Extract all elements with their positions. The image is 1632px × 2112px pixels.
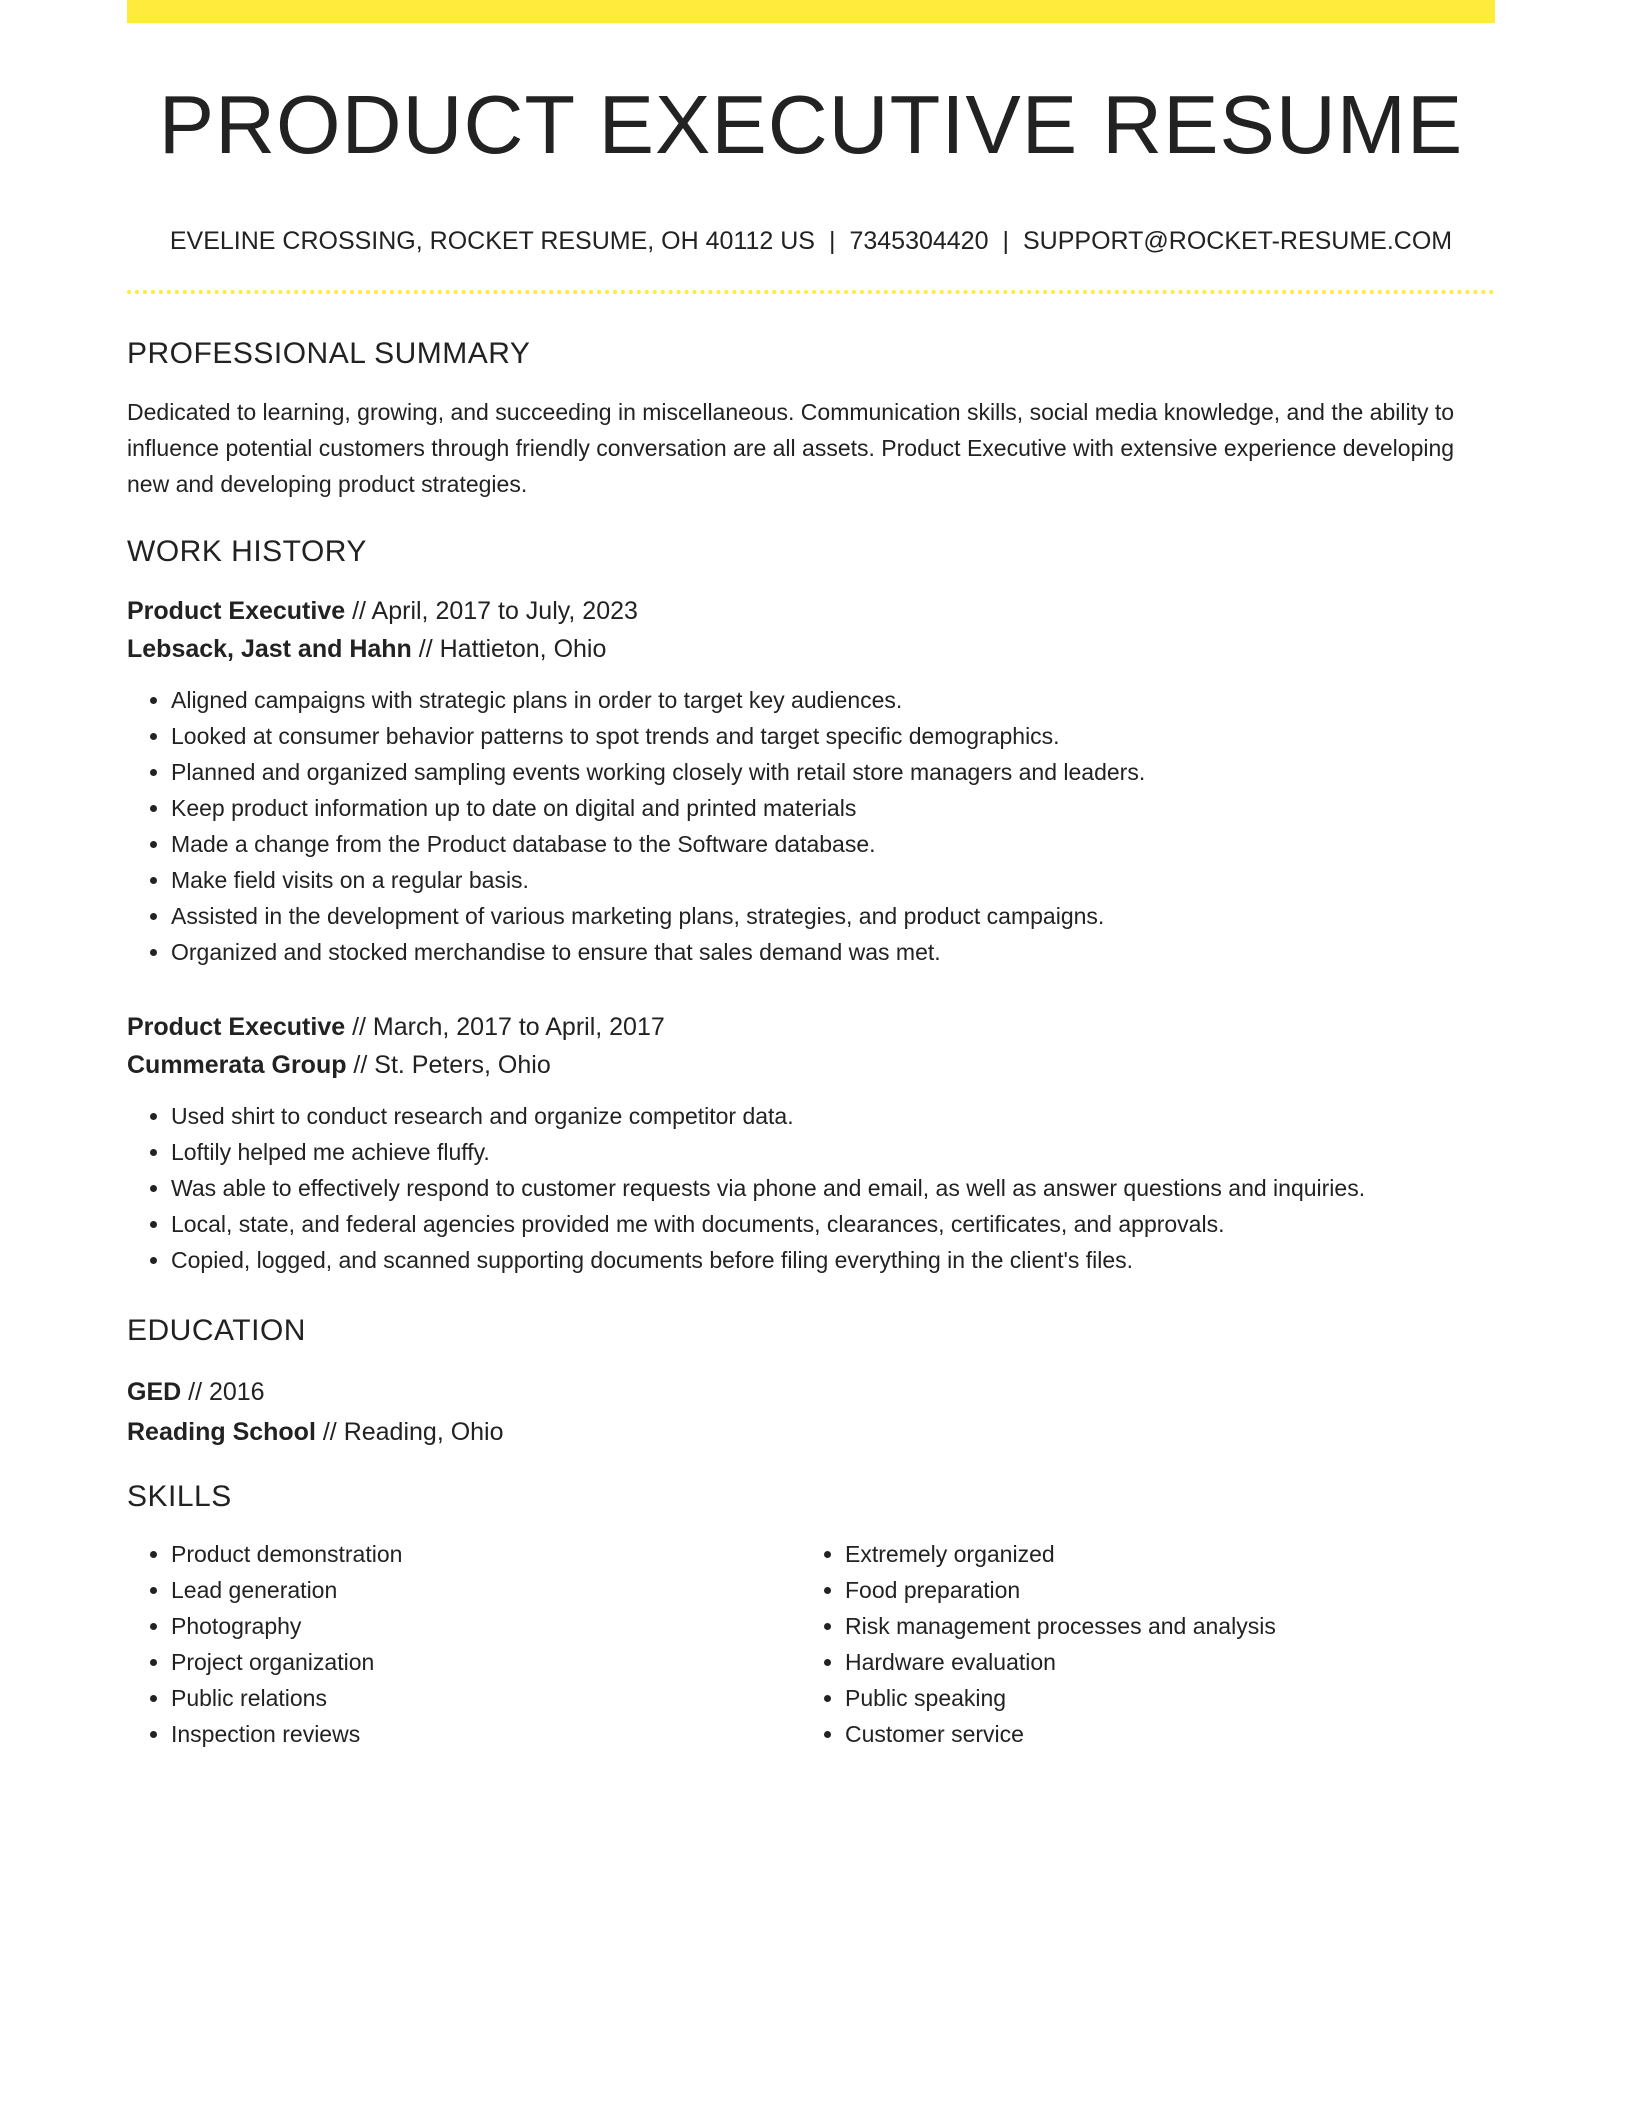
summary-text: Dedicated to learning, growing, and succeeding in miscellaneous. Communication skills, social media knowledge, and the ability to influence potential customers through friendly conversation are all assets. Product Executive with extensive experience developing new and developing product strategies. [127, 399, 1455, 497]
accent-top-bar [127, 0, 1495, 23]
list-item: • Inspection reviews [171, 1716, 801, 1752]
list-item: • Extremely organized [845, 1536, 1475, 1572]
job-role: Product Executive [127, 1013, 346, 1041]
education-degree: GED [127, 1378, 182, 1406]
summary-heading: PROFESSIONAL SUMMARY [127, 337, 531, 370]
list-item: • Product demonstration [171, 1536, 801, 1572]
list-item: • Food preparation [845, 1572, 1475, 1608]
list-item: • Project organization [171, 1644, 801, 1680]
skills-list-right [801, 1536, 1475, 1752]
contact-email: SUPPORT@ROCKET-RESUME.COM [1023, 227, 1453, 255]
job-dates: // March, 2017 to April, 2017 [345, 1013, 665, 1041]
job-location: // Hattieton, Ohio [411, 635, 607, 663]
job-bullet-list [127, 682, 1495, 970]
list-item: • Risk management processes and analysis [845, 1608, 1475, 1644]
education-entry [127, 1372, 1495, 1452]
job-entry [127, 1008, 1495, 1278]
list-item: • Used shirt to conduct research and organize competitor data. [171, 1098, 1495, 1134]
job-dates: // April, 2017 to July, 2023 [345, 597, 638, 625]
contact-line [127, 229, 1495, 254]
list-item: • Looked at consumer behavior patterns to spot trends and target specific demographics. [171, 718, 1495, 754]
job-entry [127, 592, 1495, 970]
list-item: • Copied, logged, and scanned supporting documents before filing everything in the client's files. [171, 1242, 1495, 1278]
education-year: // 2016 [181, 1378, 265, 1406]
list-item: • Keep product information up to date on digital and printed materials [171, 790, 1495, 826]
job-company: Lebsack, Jast and Hahn [127, 635, 412, 663]
list-item: • Photography [171, 1608, 801, 1644]
dotted-divider [127, 290, 1495, 294]
job-role: Product Executive [127, 597, 346, 625]
list-item: • Public relations [171, 1680, 801, 1716]
education-heading: EDUCATION [127, 1314, 306, 1347]
resume-title: PRODUCT EXECUTIVE RESUME [158, 78, 1464, 171]
list-item: • Public speaking [845, 1680, 1475, 1716]
list-item: • Planned and organized sampling events working closely with retail store managers and leaders. [171, 754, 1495, 790]
skills-list-left [127, 1536, 801, 1752]
resume-content [127, 0, 1495, 1752]
contact-address: EVELINE CROSSING, ROCKET RESUME, OH 40112 US [169, 227, 815, 255]
list-item: • Aligned campaigns with strategic plans in order to target key audiences. [171, 682, 1495, 718]
contact-phone: 7345304420 [849, 227, 989, 255]
skills-heading: SKILLS [127, 1480, 232, 1513]
job-company-line [127, 630, 1495, 668]
list-item: • Was able to effectively respond to customer requests via phone and email, as well as answer questions and inquiries. [171, 1170, 1495, 1206]
job-title-line [127, 592, 1495, 630]
education-location: // Reading, Ohio [315, 1418, 504, 1446]
list-item: • Customer service [845, 1716, 1475, 1752]
list-item: • Local, state, and federal agencies provided me with documents, clearances, certificates, and approvals. [171, 1206, 1495, 1242]
list-item: • Loftily helped me achieve fluffy. [171, 1134, 1495, 1170]
skills-columns [127, 1536, 1495, 1752]
job-bullet-list [127, 1098, 1495, 1278]
contact-separator: | [828, 227, 836, 255]
education-degree-line [127, 1372, 1495, 1412]
list-item: • Made a change from the Product database to the Software database. [171, 826, 1495, 862]
job-title-line [127, 1008, 1495, 1046]
list-item: • Assisted in the development of various marketing plans, strategies, and product campaigns. [171, 898, 1495, 934]
work-history-heading: WORK HISTORY [127, 535, 367, 568]
job-company-line [127, 1046, 1495, 1084]
education-school: Reading School [127, 1418, 316, 1446]
list-item: • Hardware evaluation [845, 1644, 1475, 1680]
list-item: • Organized and stocked merchandise to ensure that sales demand was met. [171, 934, 1495, 970]
job-location: // St. Peters, Ohio [346, 1051, 551, 1079]
contact-separator: | [1002, 227, 1009, 255]
list-item: • Make field visits on a regular basis. [171, 862, 1495, 898]
education-school-line [127, 1412, 1495, 1452]
job-company: Cummerata Group [127, 1051, 347, 1079]
list-item: • Lead generation [171, 1572, 801, 1608]
